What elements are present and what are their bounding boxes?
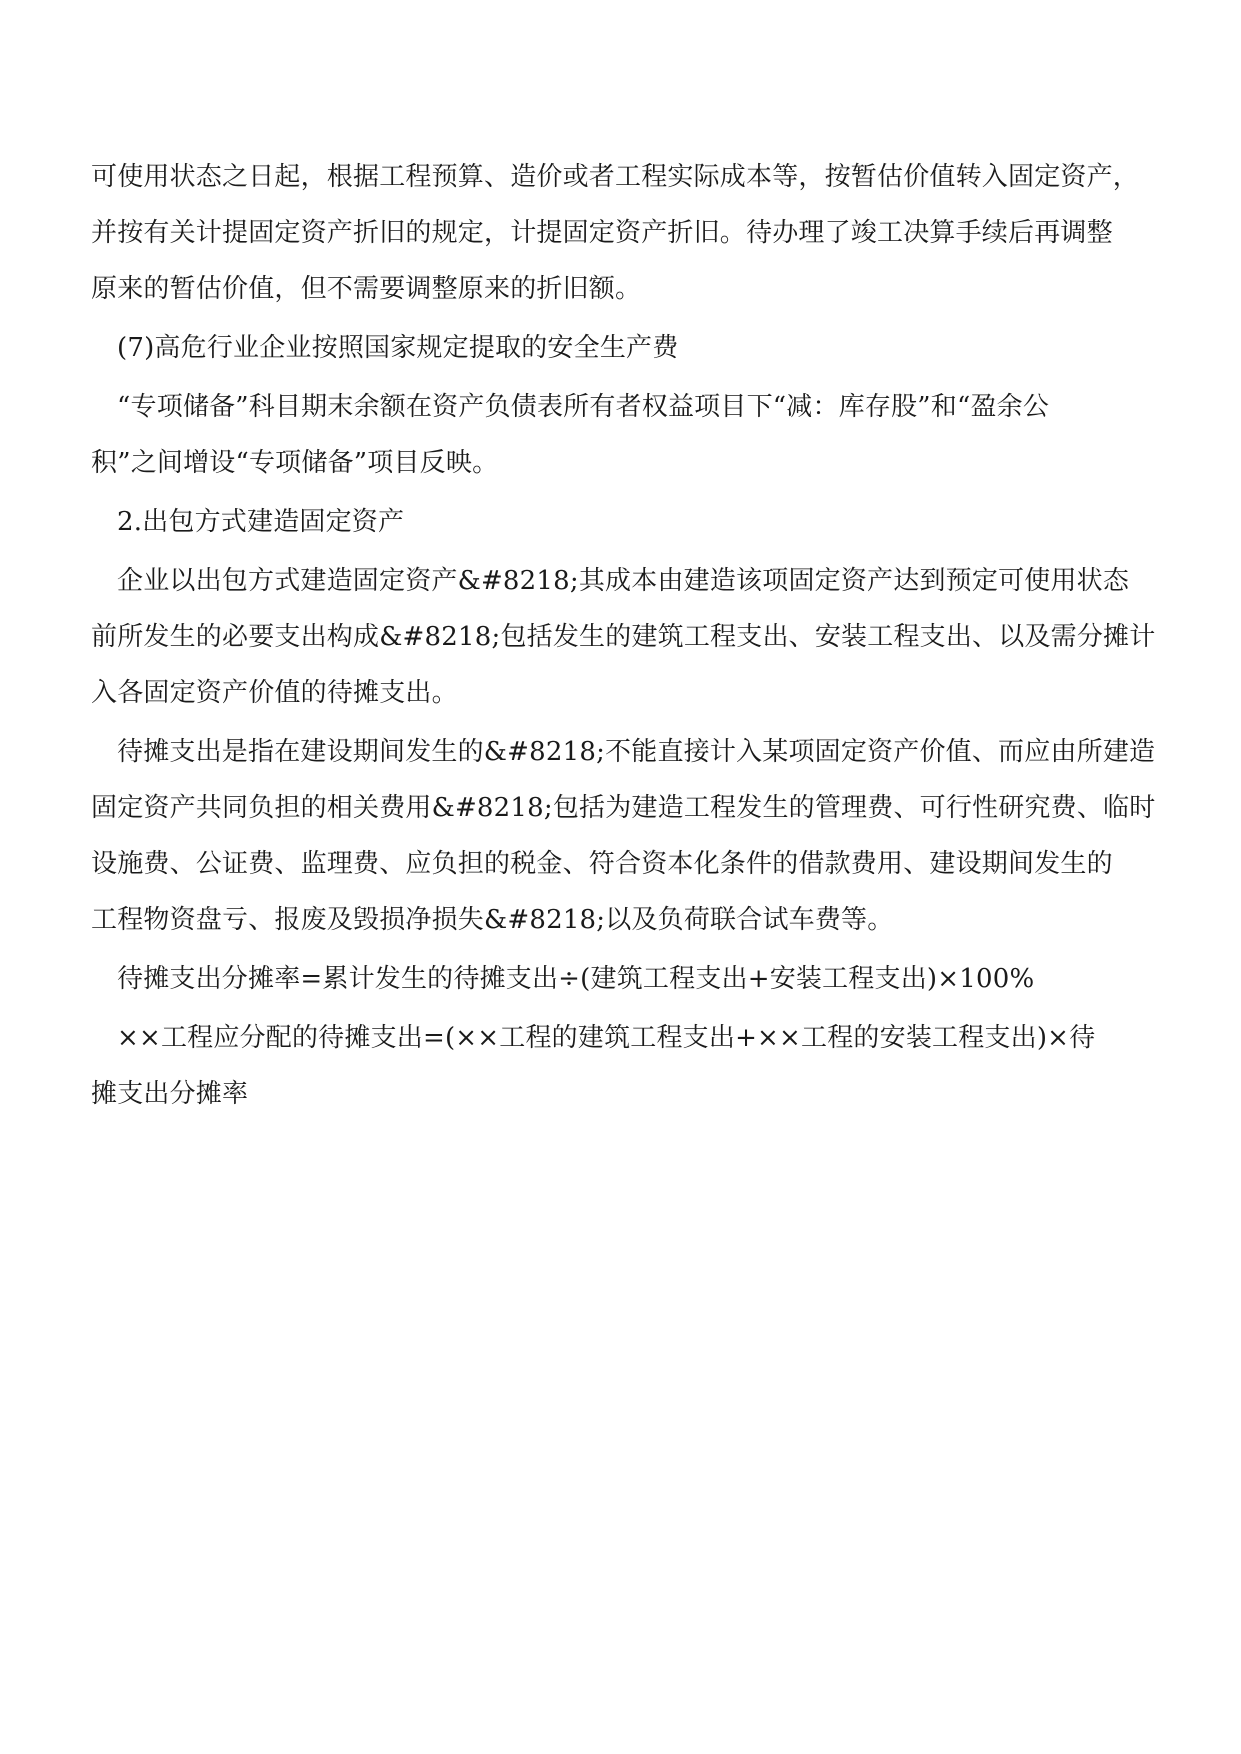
text-line-5: “专项储备”科目期末余额在资产负债表所有者权益项目下“减：库存股”和“盈余公 xyxy=(117,392,1050,422)
text-line-3: 原来的暂估价值，但不需要调整原来的折旧额。 xyxy=(91,274,642,304)
text-line-1: 可使用状态之日起，根据工程预算、造价或者工程实际成本等，按暂估价值转入固定资产， xyxy=(91,162,1140,192)
text-line-11: 待摊支出是指在建设期间发生的&#8218;不能直接计入某项固定资产价值、而应由所建造 xyxy=(117,737,1156,767)
text-line-2: 并按有关计提固定资产折旧的规定，计提固定资产折旧。待办理了竣工决算手续后再调整 xyxy=(91,218,1113,248)
text-line-10: 入各固定资产价值的待摊支出。 xyxy=(91,678,458,708)
text-line-9: 前所发生的必要支出构成&#8218;包括发生的建筑工程支出、安装工程支出、以及需分摊计 xyxy=(91,622,1156,652)
text-line-8: 企业以出包方式建造固定资产&#8218;其成本由建造该项固定资产达到预定可使用状态 xyxy=(117,566,1130,596)
text-line-13: 设施费、公证费、监理费、应负担的税金、符合资本化条件的借款费用、建设期间发生的 xyxy=(91,849,1113,879)
formula-line-3: 摊支出分摊率 xyxy=(91,1079,249,1109)
formula-line-1: 待摊支出分摊率=累计发生的待摊支出÷(建筑工程支出+安装工程支出)×100% xyxy=(117,964,1035,994)
text-line-6: 积”之间增设“专项储备”项目反映。 xyxy=(91,448,499,478)
text-line-4: (7)高危行业企业按照国家规定提取的安全生产费 xyxy=(117,333,679,363)
section-heading: 2.出包方式建造固定资产 xyxy=(117,507,405,537)
formula-line-2: ××工程应分配的待摊支出=(××工程的建筑工程支出+××工程的安装工程支出)×待 xyxy=(117,1023,1096,1053)
text-line-14: 工程物资盘亏、报废及毁损净损失&#8218;以及负荷联合试车费等。 xyxy=(91,905,894,935)
text-line-12: 固定资产共同负担的相关费用&#8218;包括为建造工程发生的管理费、可行性研究费、临时 xyxy=(91,793,1156,823)
